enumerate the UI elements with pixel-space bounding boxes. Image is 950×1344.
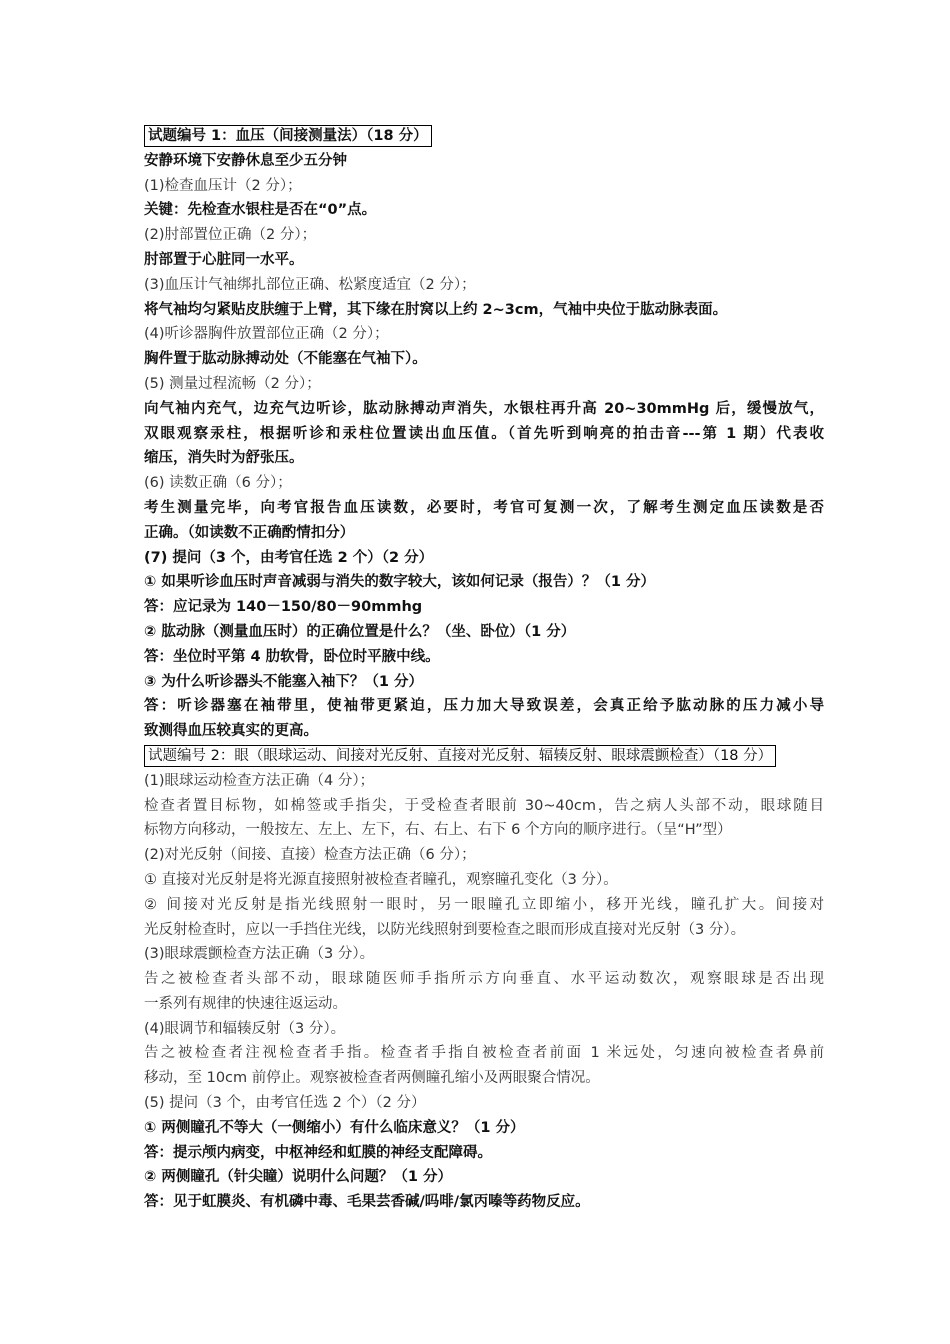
- section2-line: (2)对光反射（间接、直接）检查方法正确（6 分）；: [144, 847, 476, 864]
- section1-line: (7) 提问（3 个，由考官任选 2 个）（2 分）: [144, 549, 434, 566]
- section1-line: 胸件置于肱动脉搏动处（不能塞在气袖下）。: [144, 351, 427, 368]
- section1-line: 答：听诊器塞在袖带里，使袖带更紧迫，压力加大导致误差，会真正给予肱动脉的压力减小导: [144, 698, 824, 715]
- section2-line: 移动，至 10cm 前停止。观察被检查者两侧瞳孔缩小及两眼聚合情况。: [144, 1070, 600, 1087]
- section2-title: 试题编号 2：眼（眼球运动、间接对光反射、直接对光反射、辐辏反射、眼球震颤检查）（18 分）: [144, 745, 776, 767]
- section2-line: 检查者置目标物，如棉签或手指尖，于受检查者眼前 30~40cm，告之病人头部不动，眼球随目: [144, 797, 824, 814]
- section2-line: ② 间接对光反射是指光线照射一眼时，另一眼瞳孔立即缩小，移开光线，瞳孔扩大。间接对: [144, 896, 824, 913]
- section1-line: (5) 测量过程流畅（2 分）；: [144, 375, 321, 392]
- section1-line: 肘部置于心脏同一水平。: [144, 251, 304, 268]
- section1-line: 向气袖内充气，边充气边听诊，肱动脉搏动声消失，水银柱再升高 20~30mmHg 后，缓慢放气，: [144, 400, 824, 417]
- section1-line: (3)血压计气袖绑扎部位正确、松紧度适宜（2 分）；: [144, 276, 476, 293]
- section2-line: (3)眼球震颤检查方法正确（3 分）。: [144, 946, 375, 963]
- document-page: [144, 124, 824, 1215]
- section1-line: 安静环境下安静休息至少五分钟: [144, 152, 347, 169]
- section2-line: (4)眼调节和辐辏反射（3 分）。: [144, 1020, 346, 1037]
- section2-title-row: [144, 744, 824, 769]
- section2-line: ② 两侧瞳孔（针尖瞳）说明什么问题？（1 分）: [144, 1169, 452, 1186]
- section2-line: 答：见于虹膜炎、有机磷中毒、毛果芸香碱/吗啡/氯丙嗪等药物反应。: [144, 1194, 590, 1211]
- section1-line: 双眼观察汞柱，根据听诊和汞柱位置读出血压值。（首先听到响亮的拍击音---第 1 期）代表收: [144, 425, 824, 442]
- section2-line: 标物方向移动，一般按左、左上、左下，右、右上、右下 6 个方向的顺序进行。（呈“H”型）: [144, 822, 732, 839]
- section1-line: 致测得血压较真实的更高。: [144, 723, 318, 740]
- section1-line: (2)肘部置位正确（2 分）；: [144, 227, 317, 244]
- section1-title: 试题编号 1：血压（间接测量法）（18 分）: [144, 125, 432, 147]
- section1-line: 答：应记录为 140－150/80－90mmhg: [144, 599, 423, 616]
- section1-line: (1)检查血压计（2 分）；: [144, 177, 302, 194]
- section2-line: 告之被检查者注视检查者手指。检查者手指自被检查者前面 1 米远处，匀速向被检查者鼻前: [144, 1045, 824, 1062]
- section2-line: ① 两侧瞳孔不等大（一侧缩小）有什么临床意义？（1 分）: [144, 1119, 525, 1136]
- section2-line: 一系列有规律的快速往返运动。: [144, 995, 347, 1012]
- section2-line: ① 直接对光反射是将光源直接照射被检查者瞳孔，观察瞳孔变化（3 分）。: [144, 871, 618, 888]
- section1-line: ① 如果听诊血压时声音减弱与消失的数字较大，该如何记录（报告）？（1 分）: [144, 574, 655, 591]
- section1-line: ③ 为什么听诊器头不能塞入袖下？（1 分）: [144, 673, 423, 690]
- section1-line: 正确。（如读数不正确酌情扣分）: [144, 524, 355, 541]
- section1-line: 考生测量完毕，向考官报告血压读数，必要时，考官可复测一次，了解考生测定血压读数是否: [144, 499, 824, 516]
- section1-line: 答：坐位时平第 4 肋软骨，卧位时平腋中线。: [144, 648, 440, 665]
- section1-line: (6) 读数正确（6 分）；: [144, 475, 292, 492]
- section1-line: (4)听诊器胸件放置部位正确（2 分）；: [144, 326, 389, 343]
- section1-title-row: [144, 124, 824, 149]
- section1-line: 将气袖均匀紧贴皮肤缠于上臂，其下缘在肘窝以上约 2~3cm，气袖中央位于肱动脉表面。: [144, 301, 728, 318]
- section2-line: 答：提示颅内病变，中枢神经和虹膜的神经支配障碍。: [144, 1144, 492, 1161]
- section1-line: ② 肱动脉（测量血压时）的正确位置是什么？（坐、卧位）（1 分）: [144, 623, 576, 640]
- section1-line: 缩压，消失时为舒张压。: [144, 450, 304, 467]
- section2-line: 光反射检查时，应以一手挡住光线，以防光线照射到要检查之眼而形成直接对光反射（3 分）。: [144, 921, 746, 938]
- section2-line: (5) 提问（3 个，由考官任选 2 个）（2 分）: [144, 1095, 426, 1112]
- section2-line: 告之被检查者头部不动，眼球随医师手指所示方向垂直、水平运动数次，观察眼球是否出现: [144, 971, 824, 988]
- section1-line: 关键：先检查水银柱是否在“0”点。: [144, 202, 377, 219]
- section2-line: (1)眼球运动检查方法正确（4 分）；: [144, 772, 375, 789]
